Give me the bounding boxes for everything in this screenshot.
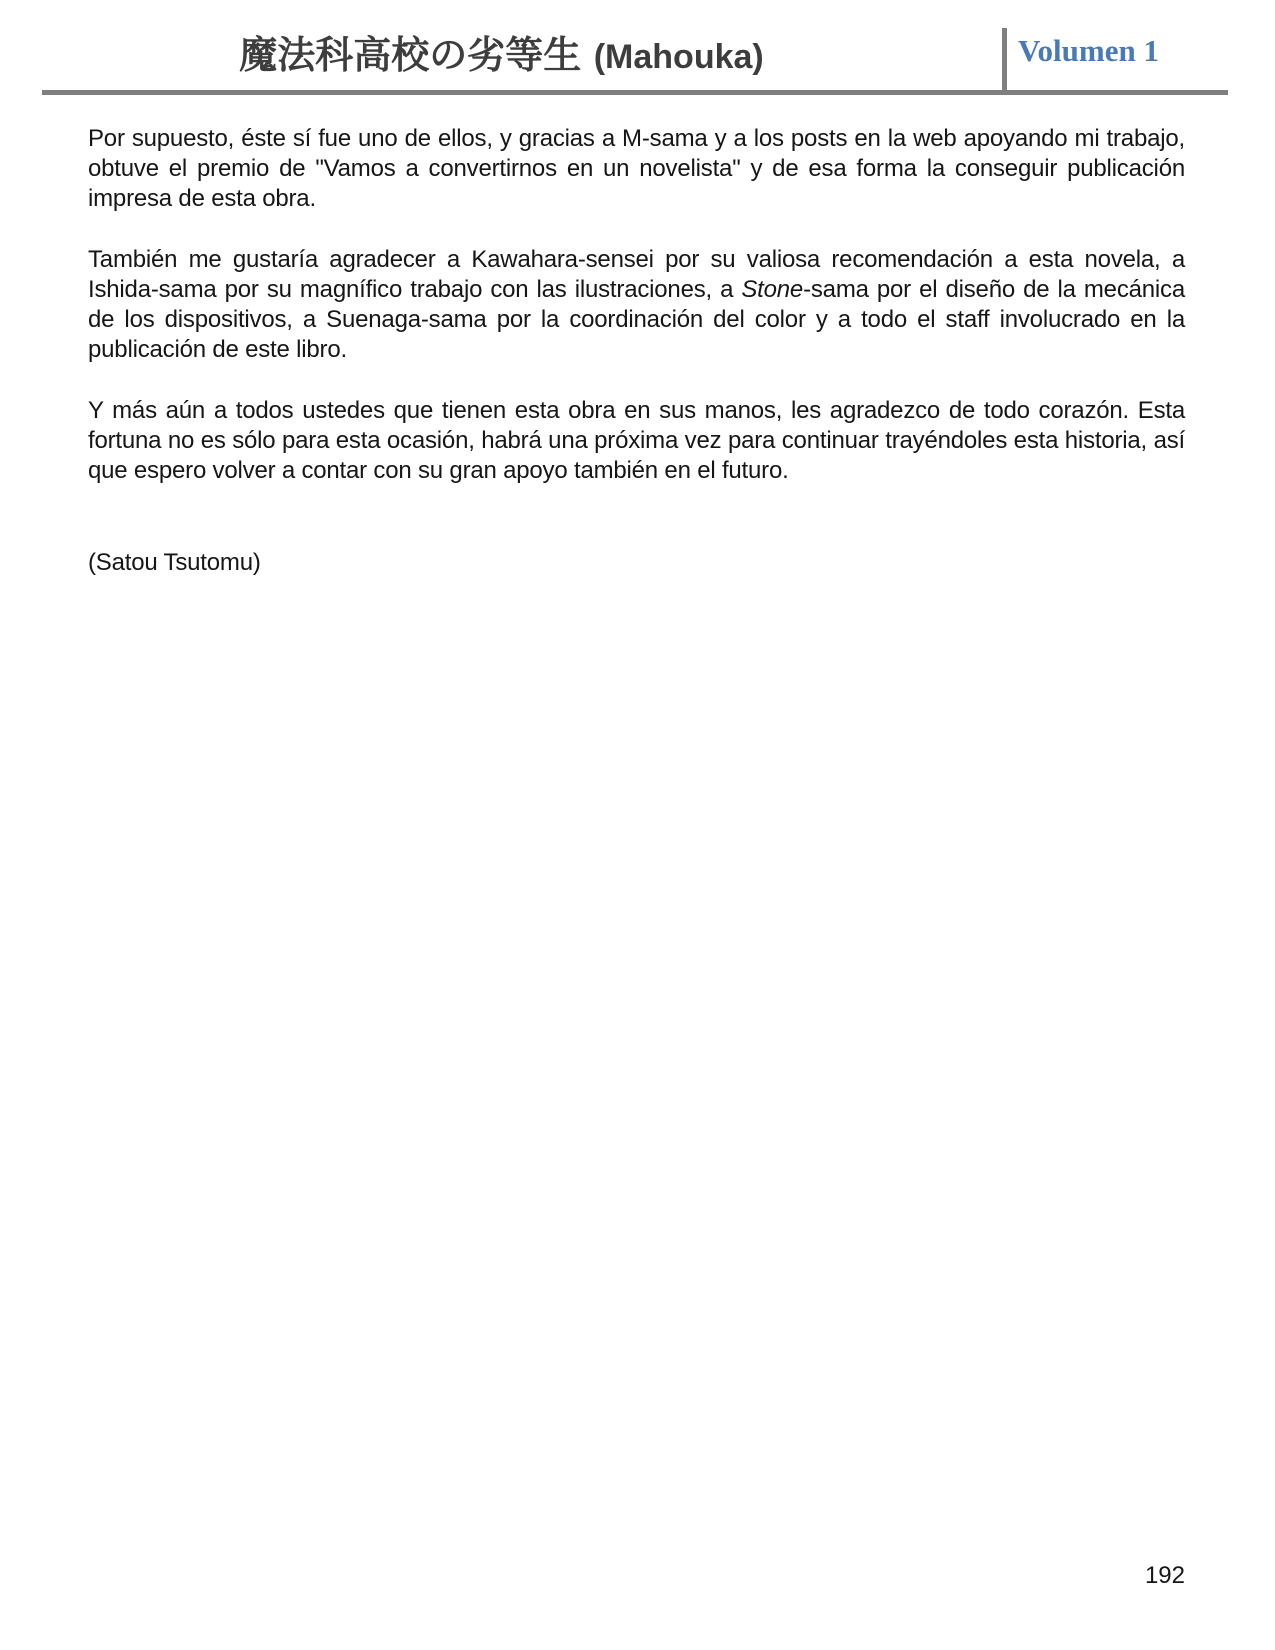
paragraph-segment: Y más aún a todos ustedes que tienen esta obra en sus manos, les agradezco de todo corazón. Esta fortuna no es sólo para esta ocasión, habrá una próxima vez para continuar trayéndoles esta historia, así que espero volver a contar con su gran apoyo también en el futuro. <box>88 397 1185 484</box>
document-paragraphs <box>88 124 1185 486</box>
paragraph-segment: También me gustaría agradecer a Kawahara-sensei por su valiosa recomendación a esta novela, a Ishida-sama por su magnífico trabajo con las ilustraciones, a <box>88 246 1185 303</box>
paragraph-segment: Por supuesto, éste sí fue uno de ellos, y gracias a M-sama y a los posts en la web apoyando mi trabajo, obtuve el premio de "Vamos a convertirnos en un novelista" y de esa forma la conseguir publicación impresa de esta obra. <box>88 125 1185 212</box>
paragraph-segment: -sama por el diseño de la mecánica de los dispositivos, a Suenaga-sama por la coordinación del color y a todo el staff involucrado en la publicación de este libro. <box>88 276 1185 363</box>
page-title-romaji: (Mahouka) <box>593 38 764 76</box>
document-body <box>88 124 1185 578</box>
paragraph <box>88 245 1185 365</box>
page-title-japanese: 魔法科高校の劣等生 <box>239 32 582 77</box>
header-horizontal-rule <box>42 90 1228 95</box>
paragraph <box>88 396 1185 486</box>
paragraph-segment-italic: Stone <box>741 276 804 303</box>
page-title <box>0 26 1003 93</box>
author-signature: (Satou Tsutomu) <box>88 549 261 576</box>
page-number: 192 <box>1144 1562 1185 1589</box>
header-vertical-divider <box>1002 28 1007 90</box>
volume-label: Volumen 1 <box>1018 33 1159 68</box>
paragraph <box>88 124 1185 214</box>
